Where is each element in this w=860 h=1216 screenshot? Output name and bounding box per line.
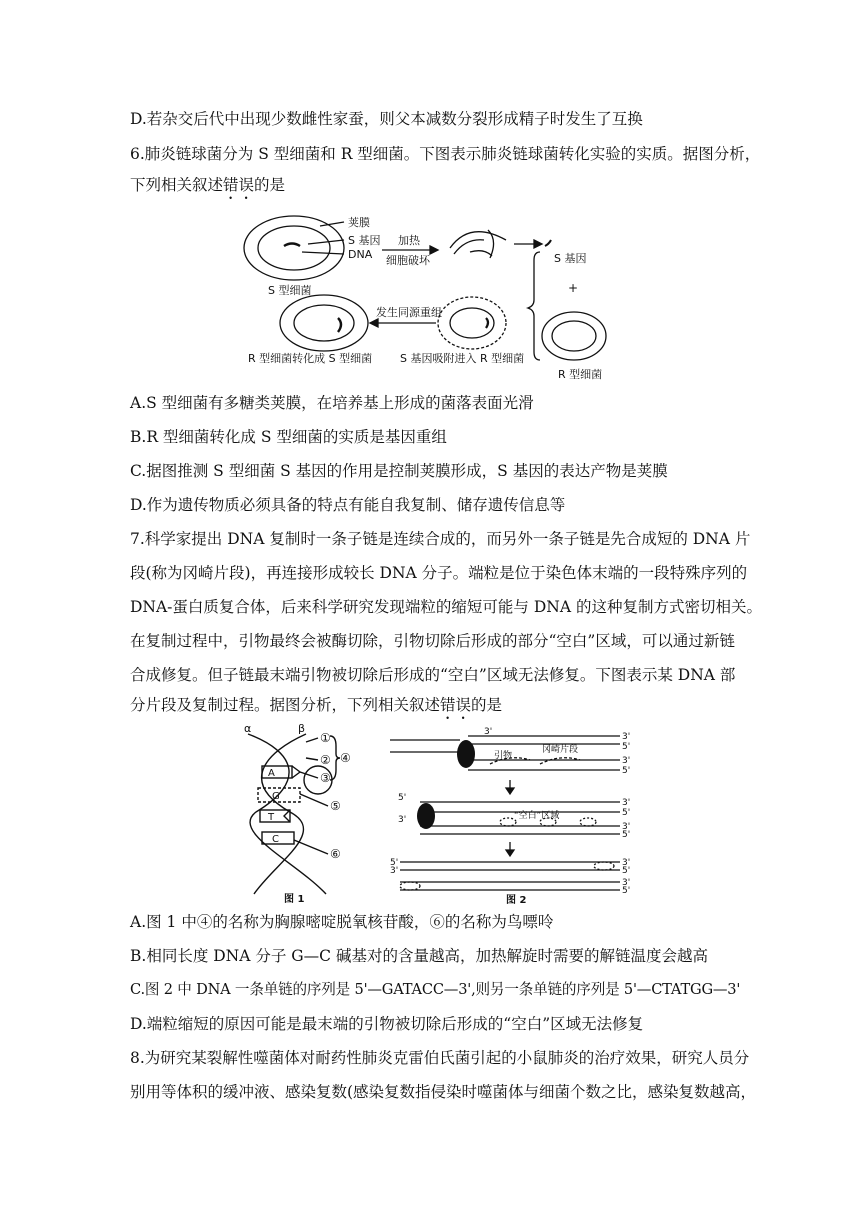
q6-option-a: A.S 型细菌有多糖类荚膜，在培养基上形成的菌落表面光滑	[130, 394, 534, 412]
label-3prime-a: 3'	[484, 727, 493, 737]
q8-stem-line2: 别用等体积的缓冲液、感染复数(感染复数指侵染时噬菌体与细菌个数之比，感染复数越高，	[130, 1083, 757, 1101]
label-5prime-b: 5'	[622, 766, 631, 776]
label-3prime-e: 3'	[622, 798, 631, 808]
q7-option-c: C.图 2 中 DNA 一条单链的序列是 5'—GATACC—3',则另一条单链的序列是 5'—CTATGG—3'	[130, 981, 741, 998]
q6-stem-line1: 6.肺炎链球菌分为 S 型细菌和 R 型细菌。下图表示肺炎链球菌转化实验的实质。据图分析，	[130, 145, 761, 163]
base-c: C	[272, 834, 279, 845]
base-g: G	[272, 791, 280, 802]
caption-figure-1: 图 1	[284, 894, 305, 905]
label-okazaki: 冈崎片段	[542, 745, 579, 755]
q6-option-c: C.据图推测 S 型细菌 S 基因的作用是控制荚膜形成，S 基因的表达产物是荚膜	[130, 462, 668, 480]
q6-option-d: D.作为遗传物质必须具备的特点有能自我复制、储存遗传信息等	[130, 496, 566, 514]
label-5prime-d: 5'	[622, 808, 631, 818]
label-recombination: 发生同源重组	[376, 306, 442, 319]
label-s-gene: S 基因	[348, 234, 381, 247]
label-alpha: α	[244, 722, 252, 735]
label-s-cell: S 型细菌	[268, 284, 312, 297]
base-t: T	[268, 812, 275, 823]
label-circle-1: ①	[320, 731, 331, 745]
label-3prime-f: 3'	[622, 822, 631, 832]
label-s-gene-free: S 基因	[554, 252, 587, 265]
label-beta: β	[298, 722, 306, 735]
dna-structure-figure	[236, 722, 366, 906]
q7-stem-line4: 在复制过程中，引物最终会被酶切除，引物切除后形成的部分“空白”区域，可以通过新链	[130, 632, 735, 650]
label-capsule: 荚膜	[348, 216, 370, 229]
label-5prime-f: 5'	[390, 858, 399, 868]
label-3prime-c: 3'	[622, 756, 631, 766]
q7-stem-line1: 7.科学家提出 DNA 复制时一条子链是连续合成的，而另外一条子链是先合成短的 DNA 片	[130, 530, 751, 548]
q5-option-d: D.若杂交后代中出现少数雌性家蚕，则父本减数分裂形成精子时发生了互换	[130, 110, 643, 128]
emphasis-wrong: 错误	[440, 696, 472, 714]
label-cell-break: 细胞破坏	[386, 254, 430, 267]
q6-stem-line2: 下列相关叙述错误的是	[130, 176, 286, 194]
label-5prime-g: 5'	[622, 866, 631, 876]
caption-figure-2: 图 2	[506, 895, 527, 906]
label-5prime-c: 5'	[398, 793, 407, 803]
label-5prime-h: 5'	[622, 886, 631, 896]
label-5prime-a: 5'	[622, 742, 631, 752]
q8-stem-line1: 8.为研究某裂解性噬菌体对耐药性肺炎克雷伯氏菌引起的小鼠肺炎的治疗效果，研究人员分	[130, 1049, 750, 1067]
enzyme-blob-1	[457, 740, 475, 768]
q7-stem-line3: DNA-蛋白质复合体，后来科学研究发现端粒的缩短可能与 DNA 的这种复制方式密切相关。	[130, 598, 762, 616]
label-3prime-d: 3'	[398, 815, 407, 825]
q7-stem-line6: 分片段及复制过程。据图分析，下列相关叙述错误的是	[130, 696, 503, 714]
q7-option-d: D.端粒缩短的原因可能是最末端的引物被切除后形成的“空白”区域无法修复	[130, 1015, 644, 1033]
replication-figure	[390, 722, 640, 906]
label-circle-2: ②	[320, 753, 331, 767]
label-3prime-g: 3'	[390, 866, 399, 876]
q6-option-b: B.R 型细菌转化成 S 型细菌的实质是基因重组	[130, 428, 447, 446]
base-a: A	[268, 768, 275, 779]
label-3prime-h: 3'	[622, 858, 631, 868]
label-3prime-i: 3'	[622, 878, 631, 888]
label-heat: 加热	[398, 234, 420, 247]
q7-option-a: A.图 1 中④的名称为胸腺嘧啶脱氧核苷酸，⑥的名称为鸟嘌呤	[130, 913, 554, 931]
label-primer-1: 引物	[494, 751, 513, 761]
q7-option-b: B.相同长度 DNA 分子 G—C 碱基对的含量越高，加热解旋时需要的解链温度会越高	[130, 947, 708, 965]
emphasis-wrong: 错误	[223, 176, 255, 194]
label-transform: R 型细菌转化成 S 型细菌	[248, 352, 373, 365]
transformation-figure	[240, 208, 620, 386]
label-dna: DNA	[348, 248, 373, 261]
q7-stem-line5: 合成修复。但子链最末端引物被切除后形成的“空白”区域无法修复。下图表示某 DNA 部	[130, 666, 736, 684]
label-3prime-b: 3'	[622, 732, 631, 742]
label-circle-6: ⑥	[330, 847, 341, 861]
label-r-cell: R 型细菌	[558, 368, 603, 381]
label-circle-3: ③	[320, 771, 331, 785]
label-circle-5: ⑤	[330, 799, 341, 813]
label-adsorb-enter: S 基因吸附进入 R 型细菌	[400, 352, 525, 365]
label-circle-4: ④	[340, 751, 351, 765]
q7-stem-line2: 段(称为冈崎片段)，再连接形成较长 DNA 分子。端粒是位于染色体末端的一段特殊序列的	[130, 564, 748, 582]
label-plus: +	[568, 281, 579, 295]
label-5prime-e: 5'	[622, 830, 631, 840]
enzyme-blob-2	[417, 803, 435, 829]
label-blank-region: “空白”区域	[514, 811, 560, 821]
